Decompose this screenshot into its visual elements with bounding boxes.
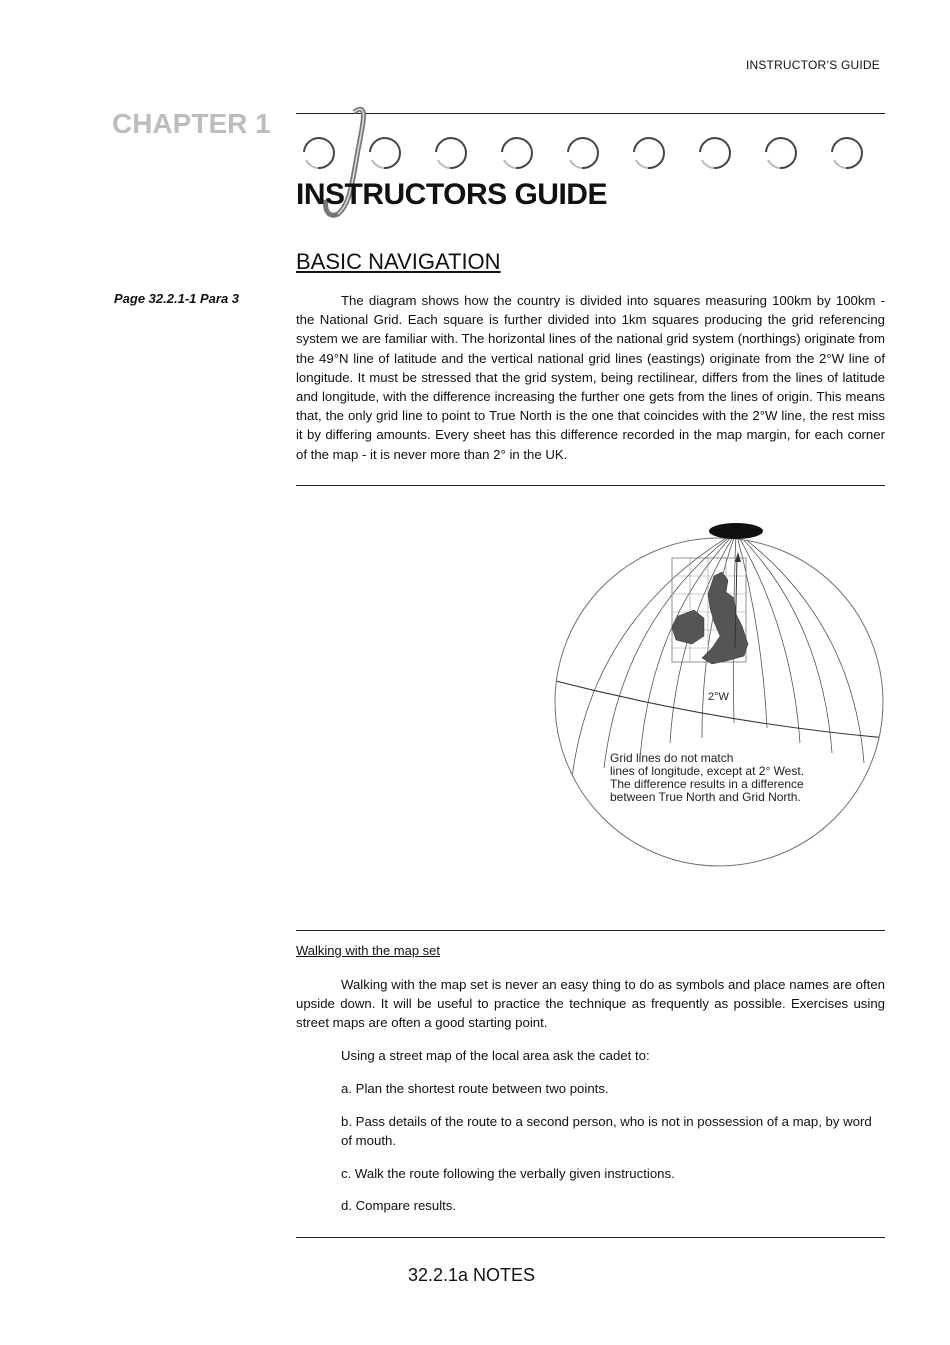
north-pole-cap bbox=[709, 523, 763, 539]
walking-paragraph: Walking with the map set is never an easy thing to do as symbols and place names are often upside down. It will be useful to practice the technique as frequently as possible. Exercises using street maps are often a good starting point. bbox=[296, 977, 885, 1031]
ring-5 bbox=[568, 138, 598, 168]
margin-reference: Page 32.2.1-1 Para 3 bbox=[114, 291, 240, 306]
section-heading: BASIC NAVIGATION bbox=[296, 249, 501, 274]
ring-8 bbox=[766, 138, 796, 168]
ring-9 bbox=[832, 138, 862, 168]
list-item: d. Compare results. bbox=[341, 1198, 457, 1213]
page-title: INSTRUCTORS GUIDE bbox=[296, 178, 607, 211]
caption-line-4: between True North and Grid North. bbox=[610, 790, 801, 804]
caption-line-1: Grid lines do not match bbox=[610, 751, 734, 765]
longitude-label: 2°W bbox=[708, 691, 729, 703]
chapter-label: CHAPTER 1 bbox=[112, 108, 271, 139]
instruction-intro: Using a street map of the local area ask the cadet to: bbox=[341, 1048, 650, 1063]
ring-6 bbox=[634, 138, 664, 168]
ring-1 bbox=[304, 138, 334, 168]
list-item: a. Plan the shortest route between two points. bbox=[341, 1081, 609, 1096]
footer-label: 32.2.1a NOTES bbox=[408, 1265, 536, 1285]
divider-rule bbox=[296, 930, 885, 931]
ring-3 bbox=[436, 138, 466, 168]
running-head: INSTRUCTOR’S GUIDE bbox=[745, 58, 880, 72]
ring-2 bbox=[370, 138, 400, 168]
globe-figure bbox=[552, 518, 886, 872]
intro-paragraph: The diagram shows how the country is divided into squares measuring 100km by 100km - the National Grid. Each square is further divided into 1km squares producing the grid referencing system we are familiar with. The horizontal lines of the national grid system (northings) originate from the 49°N line of latitude and the vertical national grid lines (eastings) originate from the 2°W line of longitude. It must be stressed that the grid system, being rectilinear, differs from the lines of latitude and longitude, with the difference increasing the further one gets from the lines of origin. This means that, the only grid line to point to True North is the one that coincides with the 2°W line, the rest miss it by differing amounts. Every sheet has this difference recorded in the map margin, for each corner of the map - it is never more than 2° in the UK. bbox=[296, 293, 885, 462]
divider-rule bbox=[296, 485, 885, 486]
divider-rule bbox=[296, 1237, 885, 1238]
caption-line-3: The difference results in a difference bbox=[610, 777, 804, 791]
subsection-heading: Walking with the map set bbox=[296, 943, 441, 958]
caption-line-2: lines of longitude, except at 2° West. bbox=[610, 764, 805, 778]
ring-7 bbox=[700, 138, 730, 168]
list-item: c. Walk the route following the verbally given instructions. bbox=[341, 1166, 675, 1181]
ring-4 bbox=[502, 138, 532, 168]
list-item: b. Pass details of the route to a second person, who is not in possession of a map, by word of mouth. bbox=[341, 1114, 872, 1149]
